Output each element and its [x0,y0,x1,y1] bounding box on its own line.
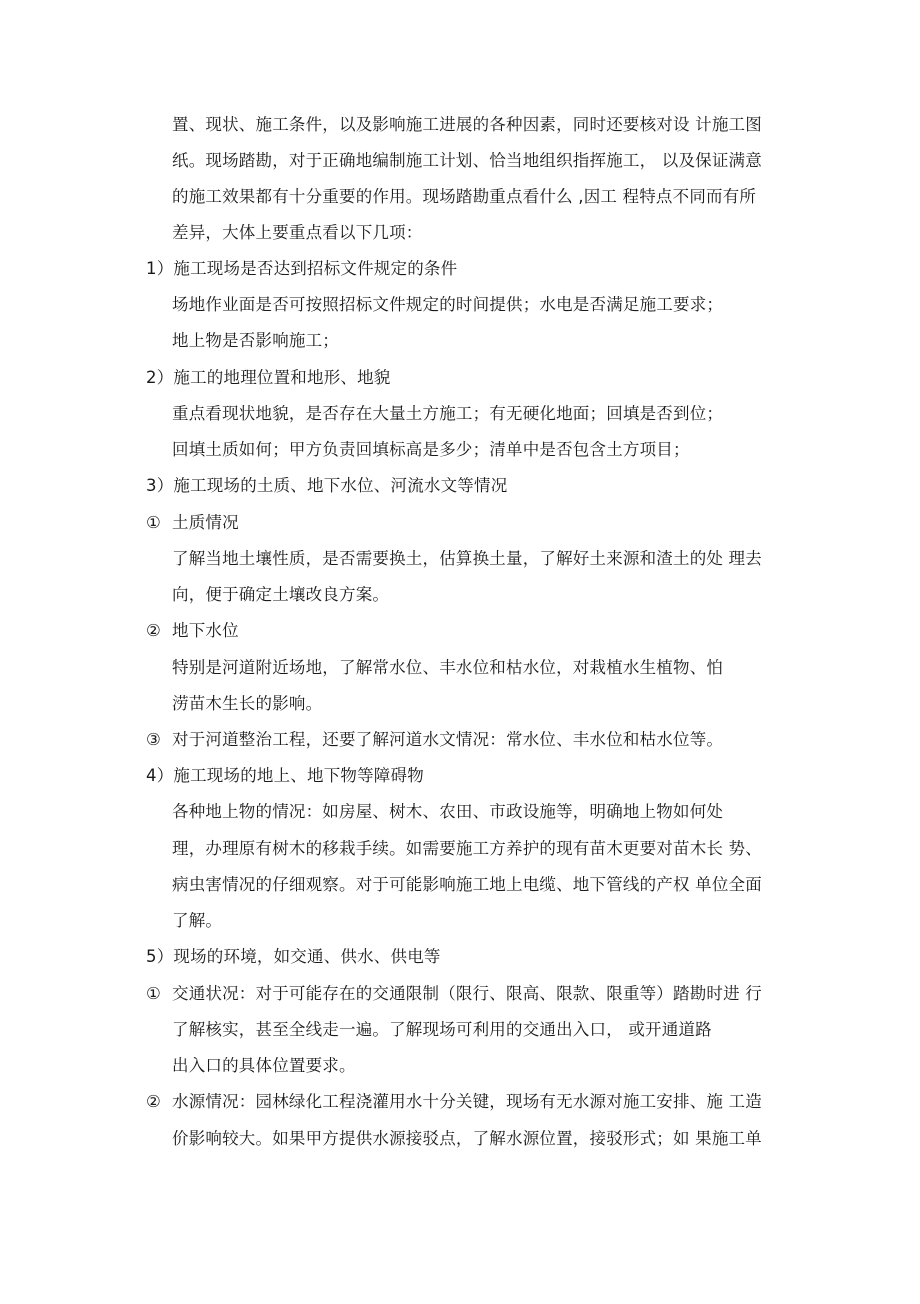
section-heading-5: 5）现场的环境，如交通、供水、供电等 [146,947,441,966]
paragraph-line: 地上物是否影响施工； [172,331,339,350]
paragraph-line: 纸。现场踏勘，对于正确地编制施工计划、恰当地组织指挥施工， 以及保证满意 [172,151,762,170]
paragraph-line: 的施工效果都有十分重要的作用。现场踏勘重点看什么 ,因工 程特点不同而有所 [172,187,757,206]
paragraph-line: 重点看现状地貌，是否存在大量土方施工；有无硬化地面；回填是否到位； [172,404,724,423]
section-heading-4: 4）施工现场的地上、地下物等障碍物 [146,766,424,785]
circled-item [146,983,762,1005]
paragraph-line: 回填土质如何；甲方负责回填标高是多少；清单中是否包含土方项目； [172,440,690,459]
paragraph-line: 出入口的具体位置要求。 [172,1056,356,1075]
circled-item [146,729,723,751]
circled-item-text: 地下水位 [172,621,239,640]
circled-item-text: 水源情况：园林绿化工程浇灌用水十分关键，现场有无水源对施工安排、施 工造 [172,1092,762,1111]
section-heading-3: 3）施工现场的土质、地下水位、河流水文等情况 [146,476,508,495]
circled-item-text: 交通状况：对于可能存在的交通限制（限行、限高、限款、限重等）踏勘时进 行 [172,984,762,1003]
circled-number-marker: ② [146,621,161,640]
paragraph-line: 特别是河道附近场地，了解常水位、丰水位和枯水位，对栽植水生植物、怕 [172,658,724,677]
paragraph-line: 向，便于确定土壤改良方案。 [172,585,390,604]
paragraph-line: 置、现状、施工条件，以及影响施工进展的各种因素，同时还要核对设 计施工图 [172,115,762,134]
paragraph-line: 病虫害情况的仔细观察。对于可能影响施工地上电缆、地下管线的产权 单位全面 [172,875,762,894]
paragraph-line: 各种地上物的情况：如房屋、树木、农田、市政设施等，明确地上物如何处 [172,802,724,821]
circled-item [146,1091,762,1113]
circled-item-text: 土质情况 [172,513,239,532]
circled-item-text: 对于河道整治工程，还要了解河道水文情况：常水位、丰水位和枯水位等。 [172,730,724,749]
section-heading-1: 1）施工现场是否达到招标文件规定的条件 [146,259,458,278]
circled-number-marker: ① [146,984,161,1003]
circled-number-marker: ② [146,1092,161,1111]
circled-item [146,620,239,642]
paragraph-line: 理，办理原有树木的移栽手续。如需要施工方养护的现有苗木更要对苗木长 势、 [172,839,762,858]
paragraph-line: 价影响较大。如果甲方提供水源接驳点，了解水源位置，接驳形式；如 果施工单 [172,1129,762,1148]
circled-number-marker: ① [146,513,161,532]
circled-item [146,512,239,534]
paragraph-line: 涝苗木生长的影响。 [172,694,323,713]
paragraph-line: 了解核实，甚至全线走一遍。了解现场可利用的交通出入口， 或开通道路 [172,1020,712,1039]
paragraph-line: 了解当地土壤性质，是否需要换土，估算换土量，了解好土来源和渣土的处 理去 [172,549,762,568]
paragraph-line: 了解。 [172,911,223,930]
section-heading-2: 2）施工的地理位置和地形、地貌 [146,368,391,387]
paragraph-line: 场地作业面是否可按照招标文件规定的时间提供；水电是否满足施工要求； [172,295,724,314]
paragraph-line: 差异，大体上要重点看以下几项： [172,223,423,242]
circled-number-marker: ③ [146,730,161,749]
